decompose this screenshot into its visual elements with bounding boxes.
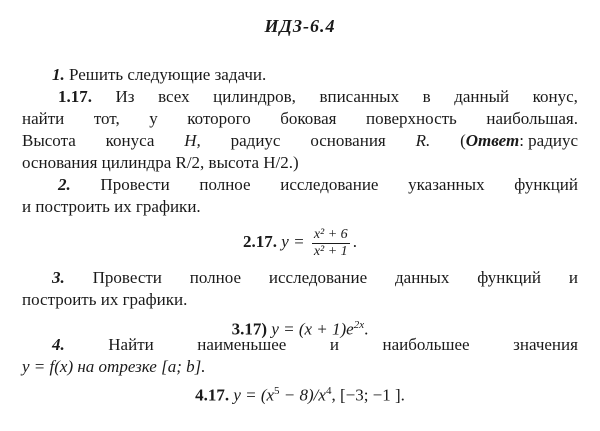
task4-formula [0,381,600,406]
task1-line1 [58,87,578,107]
word: Провести [92,268,162,287]
formula-part-b: − 8)/x [279,385,326,405]
task1-problem-number: 1.17. [58,87,92,106]
formula-sup-2: 4 [325,385,332,397]
word: данных [395,268,450,287]
task1-line4: основания цилиндра R/2, высота H/2.) [22,153,299,172]
word: поверхность [365,109,457,128]
open-paren: ( [460,131,466,150]
word: исследование [268,268,368,287]
word: вписанных [319,87,400,106]
task2-problem-number: 2.17. [243,232,278,251]
word: Из [115,87,135,106]
answer-group [460,131,578,151]
word: наибольшая. [486,109,578,128]
document-title: ИДЗ-6.4 [264,16,336,36]
task4-problem-number: 4.17. [195,385,230,405]
task1-line3 [22,131,578,151]
word: цилиндров, [213,87,296,106]
fraction [312,227,350,260]
word: найти [22,109,65,128]
formula-sup-1: 5 [274,385,280,397]
word: Найти [108,335,154,354]
word: конус, [532,87,578,106]
word: H, [184,131,201,150]
word: полное [199,175,251,194]
word: Провести [100,175,170,194]
word: которого [187,109,251,128]
task2-line1 [58,175,578,195]
task2-line2: и построить их графики. [22,197,201,216]
task3-problem-number: 3.17) [231,319,268,339]
word: радиус [230,131,281,150]
word: функций [477,268,541,287]
answer-label: Ответ [465,131,520,150]
formula-base: y = (x + 1)e [271,319,354,339]
word: наименьшее [197,335,287,354]
word: наибольшее [382,335,470,354]
fraction-denominator: x² + 1 [313,243,348,259]
word: у [149,109,158,128]
task4-line1 [52,335,578,355]
task2-formula [0,226,600,260]
word: и [329,335,339,354]
task4-line2: y = f(x) на отрезке [a; b]. [22,357,206,376]
fraction-numerator: x² + 6 [313,226,348,242]
word: Высота [22,131,76,150]
word: значения [513,335,578,354]
task3-line2: построить их графики. [22,290,188,309]
task1-line2 [22,109,578,129]
word: конуса [105,131,155,150]
word: и [568,268,578,287]
formula-exponent: 2x [353,319,365,331]
word: исследование [280,175,379,194]
word: основания [310,131,386,150]
task1-heading-line [52,65,266,85]
formula-lhs: y = [281,232,305,251]
task3-line1 [52,268,578,288]
formula-part-a: y = (x [233,385,275,405]
word: боковая [280,109,337,128]
word: полное [189,268,241,287]
task3-number: 3. [52,268,65,287]
word: тот, [93,109,120,128]
answer-tail: : радиус [519,131,578,150]
formula-end: . [352,232,357,251]
word: R. [415,131,431,150]
word: в [422,87,431,106]
word: данный [454,87,510,106]
word: всех [158,87,190,106]
task1-number: 1. [52,65,65,84]
formula-end: . [364,319,369,339]
task1-heading: Решить следующие задачи. [69,65,267,84]
task4-number: 4. [52,335,65,354]
word: функций [514,175,578,194]
word: указанных [408,175,485,194]
task2-number: 2. [58,175,71,194]
formula-part-c: , [−3; −1 ]. [331,385,405,405]
